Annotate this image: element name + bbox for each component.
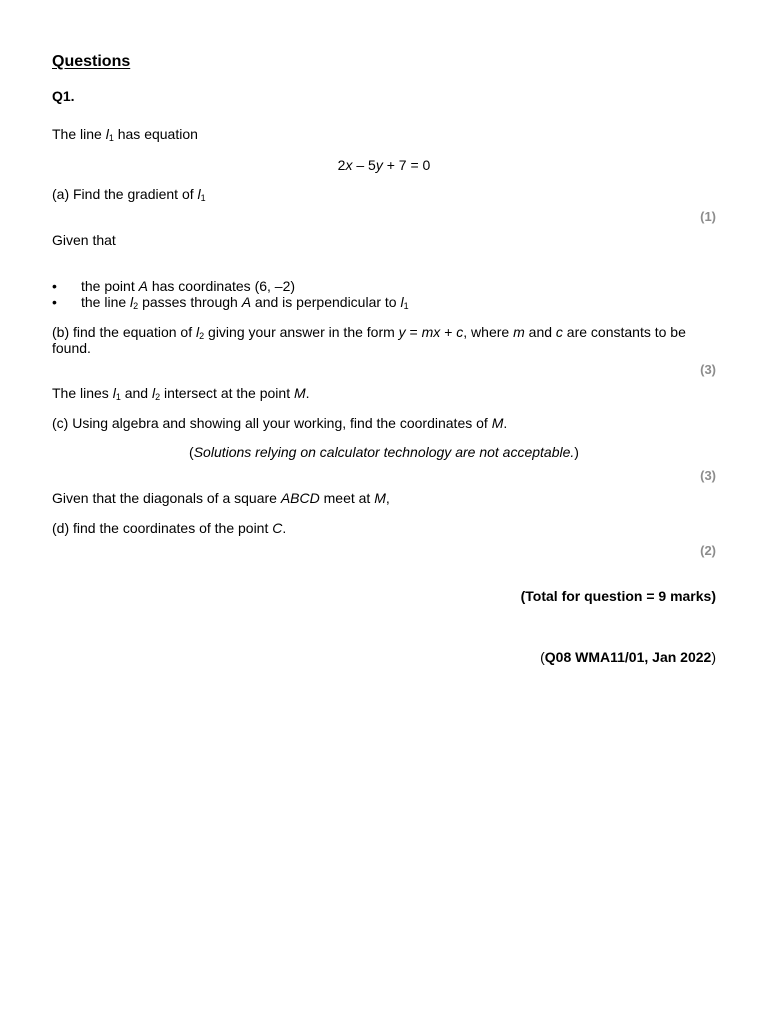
bullet-1-text: the point A has coordinates (6, –2): [81, 278, 296, 294]
part-a-marks: (1): [700, 209, 716, 224]
part-c-note: (Solutions relying on calculator technology are not acceptable.): [189, 444, 579, 460]
bullet-2-symbol: •: [52, 294, 57, 310]
part-a-text: (a) Find the gradient of $l_1$: [52, 186, 206, 203]
total-marks: (Total for question = 9 marks): [520, 588, 716, 604]
diagonals-text: Given that the diagonals of a square ABCD meet at M,: [52, 490, 390, 506]
part-c-text: (c) Using algebra and showing all your working, find the coordinates of M.: [52, 415, 508, 431]
given-that: Given that: [52, 232, 116, 248]
part-b-text: (b) find the equation of $l_2$ giving your answer in the form y = mx + c, where m and c are constants to be: [52, 324, 686, 341]
question-number: Q1.: [52, 88, 75, 104]
bullet-2-text: the line $l_2$ passes through A and is perpendicular to $l_1$: [81, 294, 409, 311]
part-b-marks: (3): [700, 362, 716, 377]
line-intro: The line $l_1$ has equation: [52, 126, 198, 143]
intersect-text: The lines $l_1$ and $l_2$ intersect at the point M.: [52, 385, 310, 402]
source-reference: (Q08 WMA11/01, Jan 2022): [540, 649, 716, 665]
equation: 2x – 5y + 7 = 0: [337, 157, 431, 173]
part-d-marks: (2): [700, 543, 716, 558]
part-d-text: (d) find the coordinates of the point C.: [52, 520, 287, 536]
part-c-marks: (3): [700, 468, 716, 483]
page-heading: Questions: [52, 53, 131, 70]
part-b-text-line2: found.: [52, 340, 91, 356]
bullet-1-symbol: •: [52, 278, 57, 294]
